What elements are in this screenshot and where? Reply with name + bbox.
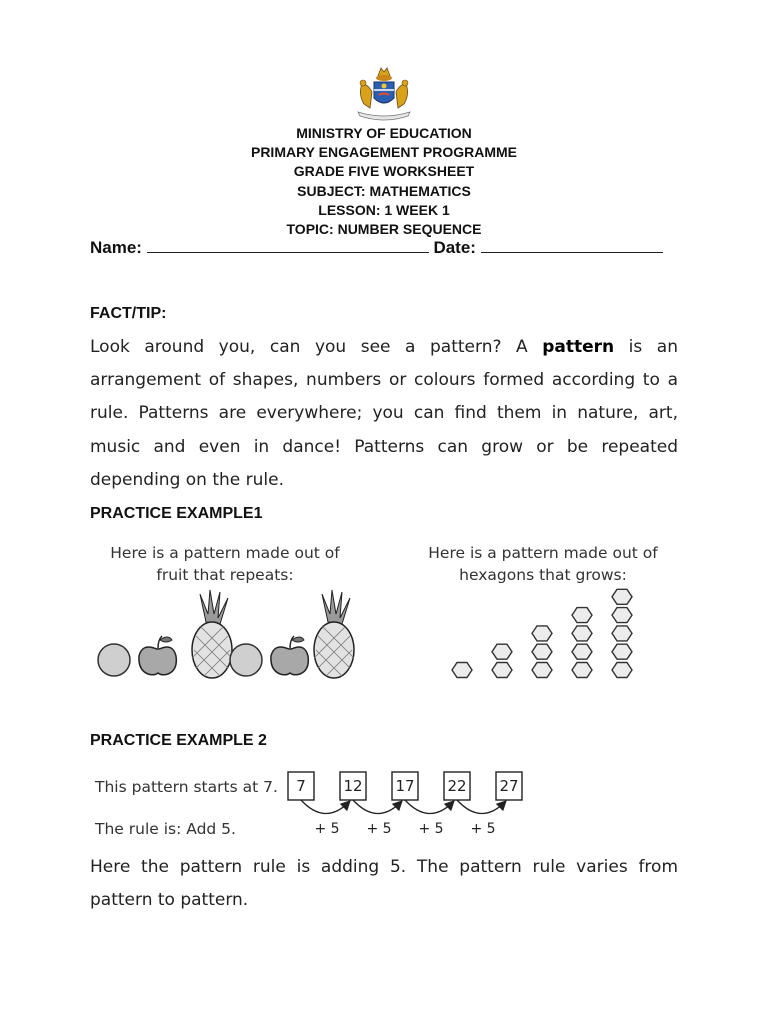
number-sequence-diagram xyxy=(282,764,532,844)
orange-icon xyxy=(230,644,262,676)
pineapple-icon xyxy=(192,590,232,678)
fruit-pattern xyxy=(92,588,362,684)
step-arrow xyxy=(457,800,505,814)
pattern-start-text: This pattern starts at 7. xyxy=(95,778,278,796)
sequence-number: 17 xyxy=(395,777,415,795)
hexagon-icon xyxy=(572,663,592,678)
fruit-caption xyxy=(92,542,358,586)
fruit-caption-line2: fruit that repeats: xyxy=(156,566,294,584)
coat-of-arms-logo xyxy=(352,64,416,122)
header-programme: PRIMARY ENGAGEMENT PROGRAMME xyxy=(250,144,517,161)
header-grade: GRADE FIVE WORKSHEET xyxy=(293,163,475,180)
hexagon-icon xyxy=(612,644,632,659)
pattern-rule-text: The rule is: Add 5. xyxy=(95,820,236,838)
hexagon-icon xyxy=(612,626,632,641)
hexagon-caption-line2: hexagons that grows: xyxy=(459,566,627,584)
step-arrow xyxy=(405,800,453,814)
fact-text-end: is an arrangement of shapes, numbers or colours formed according to a rule. Patterns are everywhere; you can find them in nature, art, music and even in dance! Patterns can grow or be repeated depending on the rule. xyxy=(90,337,678,490)
header-topic: TOPIC: NUMBER SEQUENCE xyxy=(286,221,482,238)
hexagon-pattern xyxy=(446,586,642,682)
hexagon-caption-line1: Here is a pattern made out of xyxy=(428,544,658,562)
step-label: + 5 xyxy=(366,821,392,837)
orange-icon xyxy=(98,644,130,676)
step-label: + 5 xyxy=(418,821,444,837)
step-label: + 5 xyxy=(470,821,496,837)
fact-paragraph xyxy=(90,331,678,497)
hexagon-icon xyxy=(572,644,592,659)
hexagon-caption xyxy=(410,542,676,586)
date-label: Date: xyxy=(433,238,476,257)
hexagon-icon xyxy=(532,626,552,641)
explanation-paragraph: Here the pattern rule is adding 5. The pattern rule varies from pattern to pattern. xyxy=(90,857,678,911)
fruit-caption-line1: Here is a pattern made out of xyxy=(110,544,340,562)
header-ministry: MINISTRY OF EDUCATION xyxy=(296,125,472,141)
step-arrow xyxy=(301,800,349,814)
fact-text-bold: pattern xyxy=(542,337,615,357)
hexagon-icon xyxy=(492,644,512,659)
example1-heading: PRACTICE EXAMPLE1 xyxy=(90,505,263,522)
date-blank[interactable] xyxy=(481,238,663,253)
hexagon-icon xyxy=(612,608,632,623)
example2-heading: PRACTICE EXAMPLE 2 xyxy=(90,732,267,749)
hexagon-icon xyxy=(612,589,632,604)
name-blank[interactable] xyxy=(147,238,429,253)
fact-text-start: Look around you, can you see a pattern? A xyxy=(90,337,543,357)
step-label: + 5 xyxy=(314,821,340,837)
sequence-number: 12 xyxy=(343,777,363,795)
worksheet-header xyxy=(0,124,768,239)
header-subject: SUBJECT: MATHEMATICS xyxy=(297,182,471,199)
pineapple-icon xyxy=(314,590,354,678)
header-lesson: LESSON: 1 WEEK 1 xyxy=(318,201,450,218)
name-label: Name: xyxy=(90,238,142,257)
name-date-line xyxy=(90,238,663,258)
fact-tip-heading: FACT/TIP: xyxy=(90,305,167,322)
hexagon-icon xyxy=(572,626,592,641)
hexagon-icon xyxy=(532,644,552,659)
hexagon-icon xyxy=(452,663,472,678)
sequence-number: 27 xyxy=(499,777,519,795)
sequence-number: 7 xyxy=(296,777,306,795)
step-arrow xyxy=(353,800,401,814)
sequence-number: 22 xyxy=(447,777,467,795)
hexagon-icon xyxy=(532,663,552,678)
hexagon-icon xyxy=(572,608,592,623)
hexagon-icon xyxy=(492,663,512,678)
hexagon-icon xyxy=(612,663,632,678)
apple-icon xyxy=(271,636,308,675)
apple-icon xyxy=(139,636,176,675)
